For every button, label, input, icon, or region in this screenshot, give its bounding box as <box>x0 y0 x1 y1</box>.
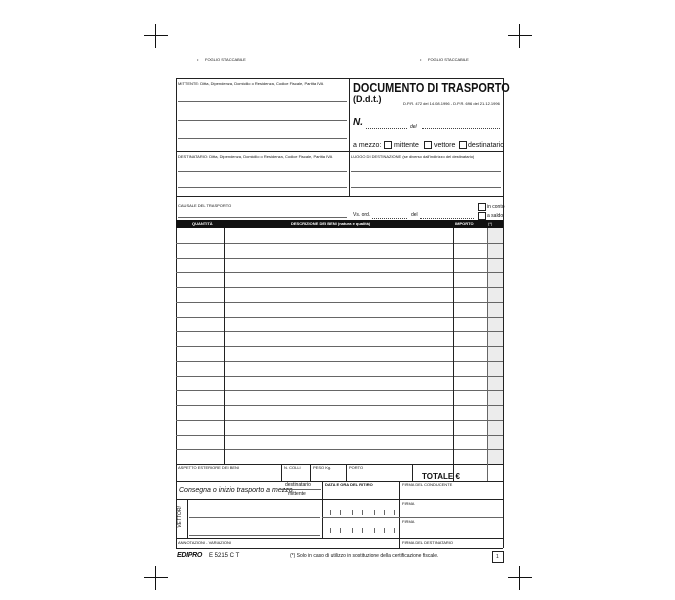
datetime-tick <box>340 528 341 533</box>
transport-vettore-label: vettore <box>434 142 456 149</box>
transport-means-label: a mezzo: <box>353 142 382 149</box>
reason-label: CAUSALE DEL TRASPORTO <box>178 203 232 208</box>
page-number: 1 <box>496 554 499 560</box>
appearance-label: ASPETTO ESTERIORE DEI BENI <box>178 465 240 470</box>
datetime-tick <box>374 528 375 533</box>
carrier-signature-label-1: FIRMA <box>402 501 415 506</box>
datetime-tick <box>352 528 353 533</box>
sender-line-1[interactable] <box>178 101 347 102</box>
items-table-header <box>176 220 503 228</box>
sender-line-2[interactable] <box>178 120 347 121</box>
transport-destinatario-checkbox[interactable] <box>459 141 467 149</box>
brand-logo: EDIPRO <box>177 552 203 559</box>
a-saldo-checkbox[interactable] <box>478 212 486 220</box>
weight-label: PESO Kg. <box>313 465 332 470</box>
transport-mittente-label: mittente <box>394 142 419 149</box>
detach-label-left: FOGLIO STACCABILE <box>205 57 246 62</box>
destination-line-1[interactable] <box>351 171 501 172</box>
carriage-label: PORTO <box>349 465 364 470</box>
datetime-tick <box>384 510 385 515</box>
decree-reference: D.P.R. 472 del 14.08.1996 - D.P.R. 696 del 21.12.1996 <box>403 101 500 106</box>
transport-destinatario-label: destinatario <box>468 142 505 149</box>
datetime-tick <box>362 528 363 533</box>
datetime-tick <box>374 510 375 515</box>
carrier-signature-label-2: FIRMA <box>402 519 415 524</box>
datetime-tick <box>340 510 341 515</box>
order-number-field[interactable] <box>372 218 407 219</box>
carriers-label: VETTORI <box>176 506 183 528</box>
sender-label: MITTENTE: Ditta, Dipendenza, Domicilio o Residenza, Codice Fiscale, Partita IVA <box>178 81 324 86</box>
pickup-datetime-label: DATA E ORA DEL RITIRO <box>325 482 373 487</box>
document-date-field[interactable] <box>422 128 500 129</box>
shipment-label: Consegna o inizio trasporto a mezzo <box>179 487 293 494</box>
a-saldo-label: a saldo <box>487 213 504 219</box>
carrier-line-1[interactable] <box>189 517 320 518</box>
transport-vettore-checkbox[interactable] <box>424 141 432 149</box>
recipient-label: DESTINATARIO: Ditta, Dipendenza, Domicilio o Residenza, Codice Fiscale, Partita IVA <box>178 154 333 159</box>
col-amount-note: (*) <box>488 221 493 226</box>
col-quantity-header: QUANTITÀ <box>192 221 213 226</box>
order-date-field[interactable] <box>420 218 474 219</box>
col-description-header: DESCRIZIONE DEI BENI (natura e qualità) <box>291 221 371 226</box>
col-amount-header: IMPORTO <box>455 221 474 226</box>
shipment-option-recipient: destinatario <box>285 482 311 488</box>
notes-label: ANNOTAZIONI - VARIAZIONI <box>178 540 231 545</box>
datetime-tick <box>394 510 395 515</box>
product-code: E 5215 C T <box>209 553 240 559</box>
order-date-label: del <box>411 212 418 218</box>
datetime-tick <box>352 510 353 515</box>
carrier-line-2[interactable] <box>189 535 320 536</box>
transport-mittente-checkbox[interactable] <box>384 141 392 149</box>
order-label: Vs. ord. <box>353 212 371 218</box>
recipient-line-2[interactable] <box>178 187 347 188</box>
datetime-tick <box>330 510 331 515</box>
datetime-tick <box>362 510 363 515</box>
shipment-option-sender: mittente <box>288 491 306 497</box>
datetime-tick <box>330 528 331 533</box>
recipient-signature-label: FIRMA DEL DESTINATARIO <box>402 540 454 545</box>
document-date-label: del <box>410 124 417 130</box>
in-conto-checkbox[interactable] <box>478 203 486 211</box>
total-label: TOTALE € <box>422 472 460 481</box>
document-number-field[interactable] <box>366 128 407 129</box>
destination-label: LUOGO DI DESTINAZIONE (se diverso dall'indirizzo del destinatario) <box>351 154 475 159</box>
packages-label: N. COLLI <box>284 465 301 470</box>
driver-signature-label: FIRMA DEL CONDUCENTE <box>402 482 453 487</box>
reason-line[interactable] <box>178 217 347 218</box>
destination-line-2[interactable] <box>351 187 501 188</box>
in-conto-label: in conto <box>487 204 505 210</box>
document-subtitle: (D.d.t.) <box>353 94 382 104</box>
recipient-line-1[interactable] <box>178 171 347 172</box>
document-title: DOCUMENTO DI TRASPORTO <box>353 80 510 95</box>
datetime-tick <box>384 528 385 533</box>
document-number-label: N. <box>353 117 363 128</box>
datetime-tick <box>394 528 395 533</box>
page-number-box <box>492 551 504 563</box>
footnote: (*) Solo in caso di utilizzo in sostituzione della certificazione fiscale. <box>290 553 439 559</box>
detach-label-right: FOGLIO STACCABILE <box>428 57 469 62</box>
sender-line-3[interactable] <box>178 138 347 139</box>
